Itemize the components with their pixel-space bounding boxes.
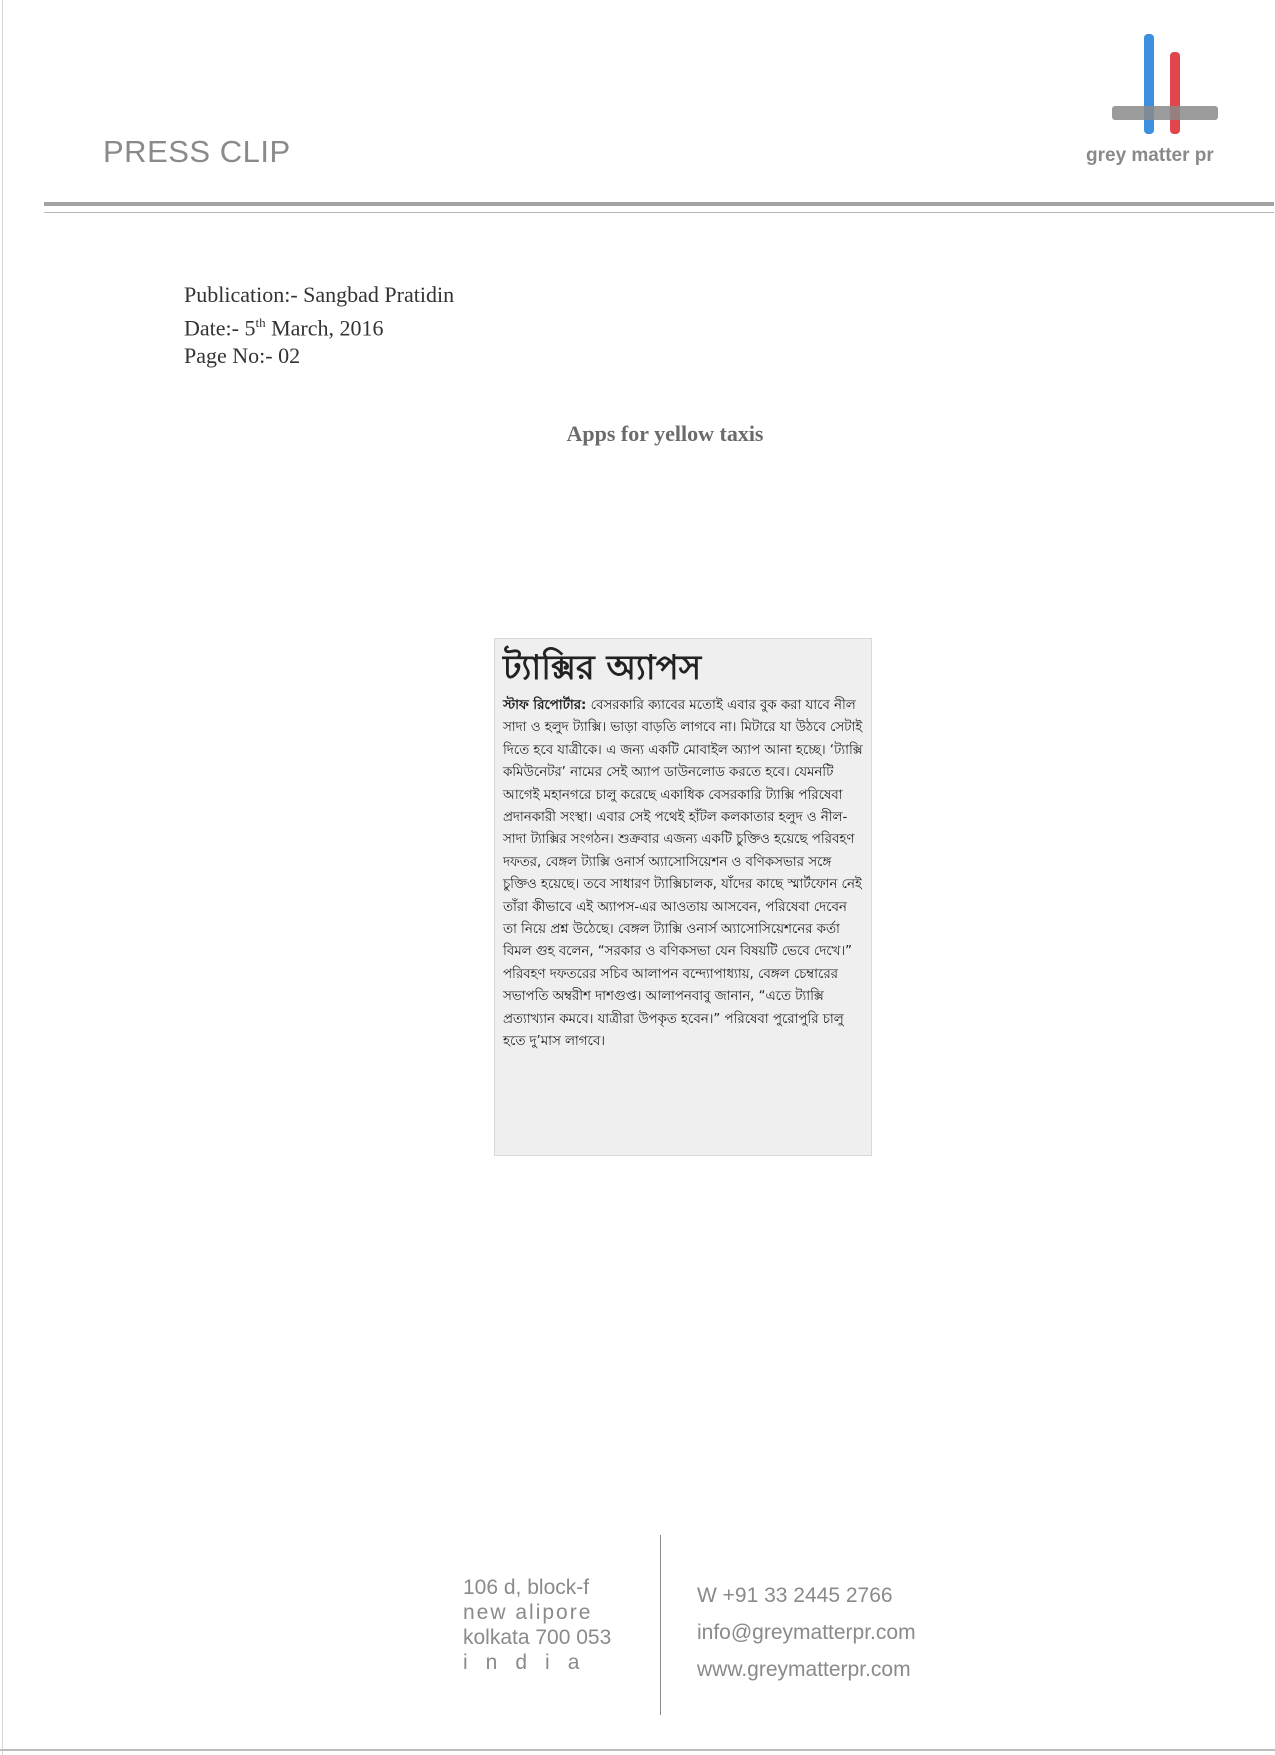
header-rule-thin — [44, 212, 1274, 213]
footer-divider — [660, 1535, 661, 1715]
address-line-4: india — [463, 1651, 598, 1674]
publication-meta — [184, 281, 454, 370]
footer-contact — [697, 1577, 916, 1688]
grey-matter-logo-icon — [1110, 28, 1230, 143]
date-line — [184, 309, 454, 342]
header-rule — [44, 202, 1274, 206]
newspaper-clipping — [494, 638, 872, 1156]
date-rest: March, 2016 — [265, 315, 384, 341]
page-number-line: Page No:- 02 — [184, 343, 301, 369]
clipping-title: ট্যাক্সির অ্যাপস — [503, 648, 702, 688]
page-edge — [2, 0, 3, 1755]
footer-address — [463, 1575, 611, 1675]
address-line-1: 106 d, block-f — [463, 1576, 590, 1599]
bottom-rule — [0, 1749, 1275, 1751]
email-link[interactable]: info@greymatterpr.com — [697, 1621, 916, 1644]
press-clip-label: PRESS CLIP — [103, 134, 291, 169]
clipping-body — [503, 695, 863, 1054]
clipping-byline: স্টাফ রিপোর্টার: — [503, 698, 587, 713]
date-prefix: Date:- 5 — [184, 315, 256, 341]
date-ordinal: th — [255, 315, 266, 330]
address-line-2: new alipore — [463, 1601, 593, 1624]
publication-line: Publication:- Sangbad Pratidin — [184, 282, 455, 307]
article-headline: Apps for yellow taxis — [566, 421, 764, 446]
phone-number: W +91 33 2445 2766 — [697, 1584, 893, 1607]
website-link[interactable]: www.greymatterpr.com — [697, 1658, 911, 1681]
address-line-3: kolkata 700 053 — [463, 1626, 612, 1649]
logo-wordmark: grey matter pr — [1086, 145, 1214, 166]
clipping-text: বেসরকারি ক্যাবের মতোই এবার বুক করা যাবে নীল সাদা ও হলুদ ট্যাক্সি। ভাড়া বাড়তি লাগবে না। মিটারে যা উঠবে সেটাই দিতে হবে যাত্রীকে। এ জন্য একটি মোবাইল অ্যাপ আনা হচ্ছে। ‘ট্যাক্সি কমিউনেটর’ নামের সেই অ্যাপ ডাউনলোড করতে হবে। যেমনটি আগেই মহানগরে চালু করেছে একাধিক বেসরকারি ট্যাক্সি পরিষেবা প্রদানকারী সংস্থা। এবার সেই পথেই হাঁটল কলকাতার হলুদ ও নীল-সাদা ট্যাক্সির সংগঠন। শুক্রবার এজন্য একটি চুক্তিও হয়েছে পরিবহণ দফতর, বেঙ্গল ট্যাক্সি ওনার্স অ্যাসোসিয়েশন ও বণিকসভার সঙ্গে চুক্তিও হয়েছে। তবে সাধারণ ট্যাক্সিচালক, যাঁদের কাছে স্মার্টফোন নেই তাঁরা কীভাবে এই অ্যাপস-এর আওতায় আসবেন, পরিষেবা দেবেন তা নিয়ে প্রশ্ন উঠেছে। বেঙ্গল ট্যাক্সি ওনার্স অ্যাসোসিয়েশনের কর্তা বিমল গুহ বলেন, “সরকার ও বণিকসভা যেন বিষয়টি ভেবে দেখে।” পরিবহণ দফতরের সচিব আলাপন বন্দ্যোপাধ্যায়, বেঙ্গল চেম্বারের সভাপতি অম্বরীশ দাশগুপ্ত। আলাপনবাবু জানান, “এতে ট্যাক্সি প্রত্যাখ্যান কমবে। যাত্রীরা উপকৃত হবেন।” পরিষেবা পুরোপুরি চালু হতে দু’মাস লাগবে। — [503, 698, 863, 1050]
